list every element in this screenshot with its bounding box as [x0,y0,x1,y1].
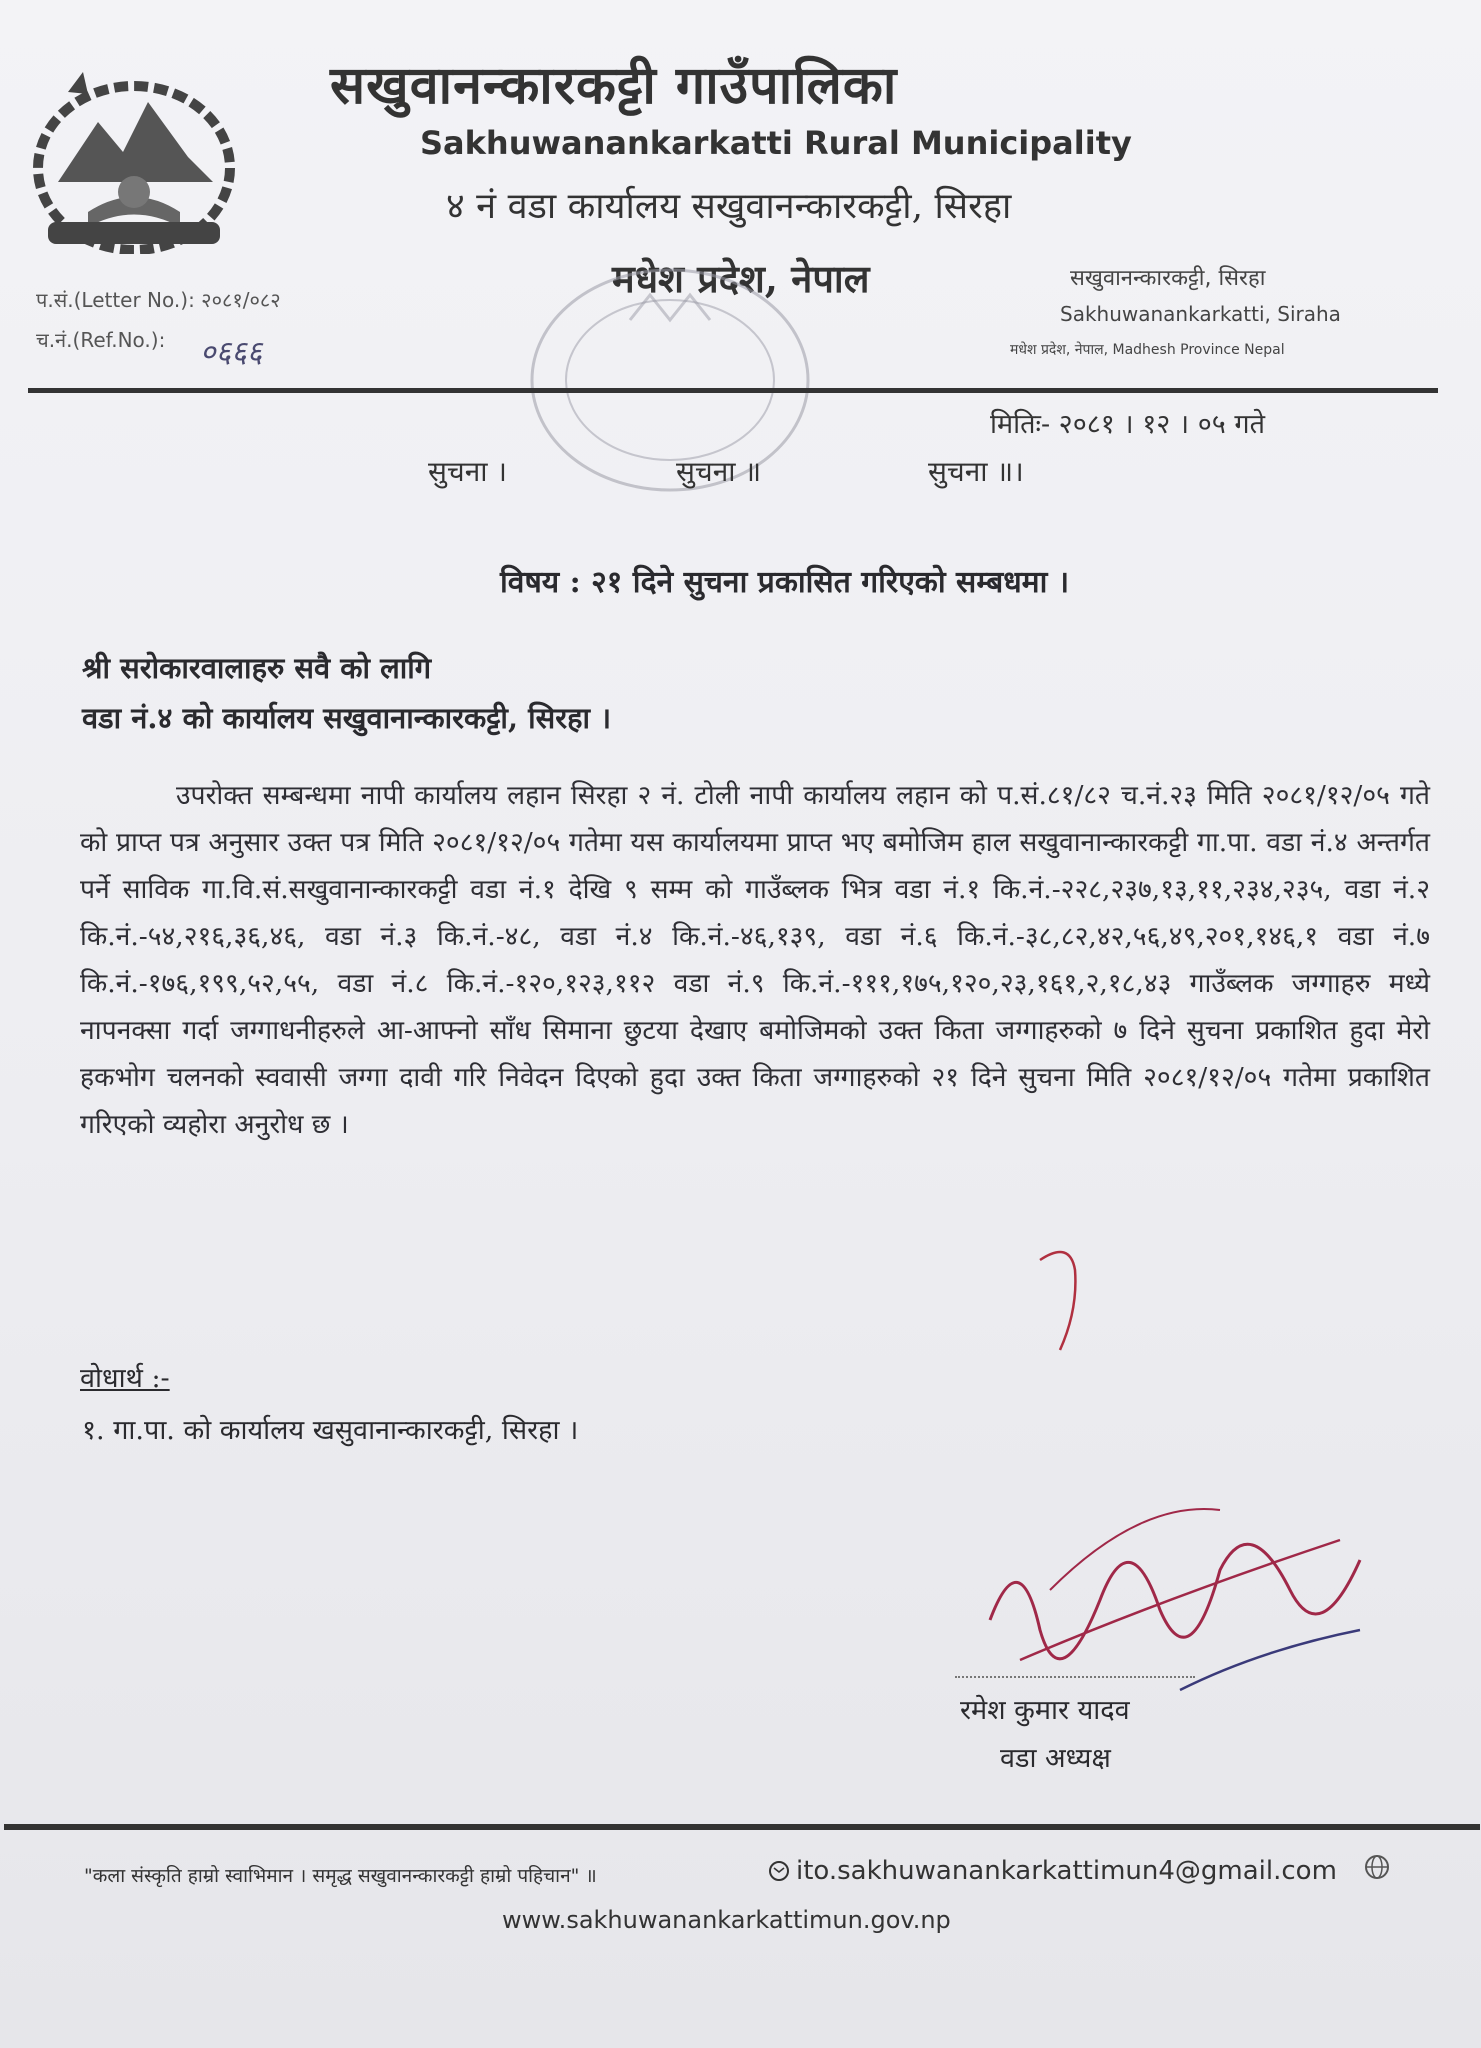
footer-divider [4,1824,1480,1830]
letter-number-value: २०८१/०८२ [201,288,281,312]
signatory-name: रमेश कुमार यादव [960,1695,1130,1726]
notice-heading-1: सुचना । [428,455,508,488]
office-stamp [520,250,820,510]
municipality-title-np: सखुवानन्कारकट्टी गाउँपालिका [330,55,898,116]
nepal-emblem-icon [28,62,240,254]
notice-heading-2: सुचना ॥ [676,455,762,488]
address-np: सखुवानन्कारकट्टी, सिरहा [1070,266,1266,291]
reference-number-label: च.नं.(Ref.No.): [36,328,166,352]
footer-email: ito.sakhuwanankarkattimun4@gmail.com [796,1856,1337,1886]
letter-date: मितिः- २०८१ । १२ । ०५ गते [990,409,1265,440]
ward-office-line: ४ नं वडा कार्यालय सखुवानन्कारकट्टी, सिरहा [446,186,1012,227]
footer-motto: "कला संस्कृति हाम्रो स्वाभिमान । समृद्ध सखुवानन्कारकट्टी हाम्रो पहिचान" ॥ [84,1865,597,1887]
letter-number [36,286,281,313]
signatory-title: वडा अध्यक्ष [1000,1743,1111,1774]
recipient-line-2: वडा नं.४ को कार्यालय सखुवानान्कारकट्टी, सिरहा । [82,701,612,735]
address-en: Sakhuwanankarkatti, Siraha [1060,302,1341,326]
footer-website: www.sakhuwanankarkattimun.gov.np [502,1906,951,1934]
email-icon [768,1860,790,1882]
globe-icon [1364,1854,1390,1880]
province-address: मधेश प्रदेश, नेपाल, Madhesh Province Nepal [1010,342,1285,358]
letter-subject: विषय : २१ दिने सुचना प्रकासित गरिएको सम्बधमा । [500,565,1070,600]
header-divider [28,388,1438,393]
cc-item: १. गा.पा. को कार्यालय खसुवानान्कारकट्टी, सिरहा । [82,1415,579,1446]
notice-heading-3: सुचना ॥। [928,455,1024,488]
reference-number-value: ०६६६ [200,335,263,370]
letter-body: उपरोक्त सम्बन्धमा नापी कार्यालय लहान सिरहा २ नं. टोली नापी कार्यालय लहान को प.सं.८१/८२ च.नं.२३ मिति २०८१/१२/०५ गते को प्राप्त पत्र अनुसार उक्त पत्र मिति २०८१/१२/०५ गतेमा यस कार्यालयमा प्राप्त भए बमोजिम हाल सखुवानान्कारकट्टी गा.पा. वडा नं.४ अन्तर्गत पर्ने साविक गा.वि.सं.सखुवानान्कारकट्टी वडा नं.१ देखि ९ सम्म को गाउँब्लक भित्र वडा नं.१ कि.नं.-२२८,२३७,१३,११,२३४,२३५, वडा नं.२ कि.नं.-५४,२१६,३६,४६, वडा नं.३ कि.नं.-४८, वडा नं.४ कि.नं.-४६,१३९, वडा नं.६ कि.नं.-३८,८२,४२,५६,४९,२०१,१४६,१ वडा नं.७ कि.नं.-१७६,१९९,५२,५५, वडा नं.८ कि.नं.-१२०,१२३,११२ वडा नं.९ कि.नं.-१११,१७५,१२०,२३,१६१,२,१८,४३ गाउँब्लक जग्गाहरु मध्ये नापनक्सा गर्दा जग्गाधनीहरुले आ-आफ्नो साँध सिमाना छुटया देखाए बमोजिमको उक्त किता जग्गाहरुको ७ दिने सुचना प्रकाशित हुदा मेरो हकभोग चलनको स्ववासी जग्गा दावी गरि निवेदन दिएको हुदा उक्त किता जग्गाहरुको २१ दिने सुचना मिति २०८१/१२/०५ गतेमा प्रकाशित गरिएको व्यहोरा अनुरोध छ । [80,780,1430,1140]
municipality-title-en: Sakhuwanankarkatti Rural Municipality [420,124,1132,162]
cc-label: वोधार्थ :- [80,1363,170,1394]
pen-mark [1030,1240,1090,1360]
signature-line [955,1676,1195,1678]
letter-number-label: प.सं.(Letter No.): [36,288,195,312]
recipient-line-1: श्री सरोकारवालाहरु सवै को लागि [82,651,432,685]
province-line: मधेश प्रदेश, नेपाल [612,256,870,301]
